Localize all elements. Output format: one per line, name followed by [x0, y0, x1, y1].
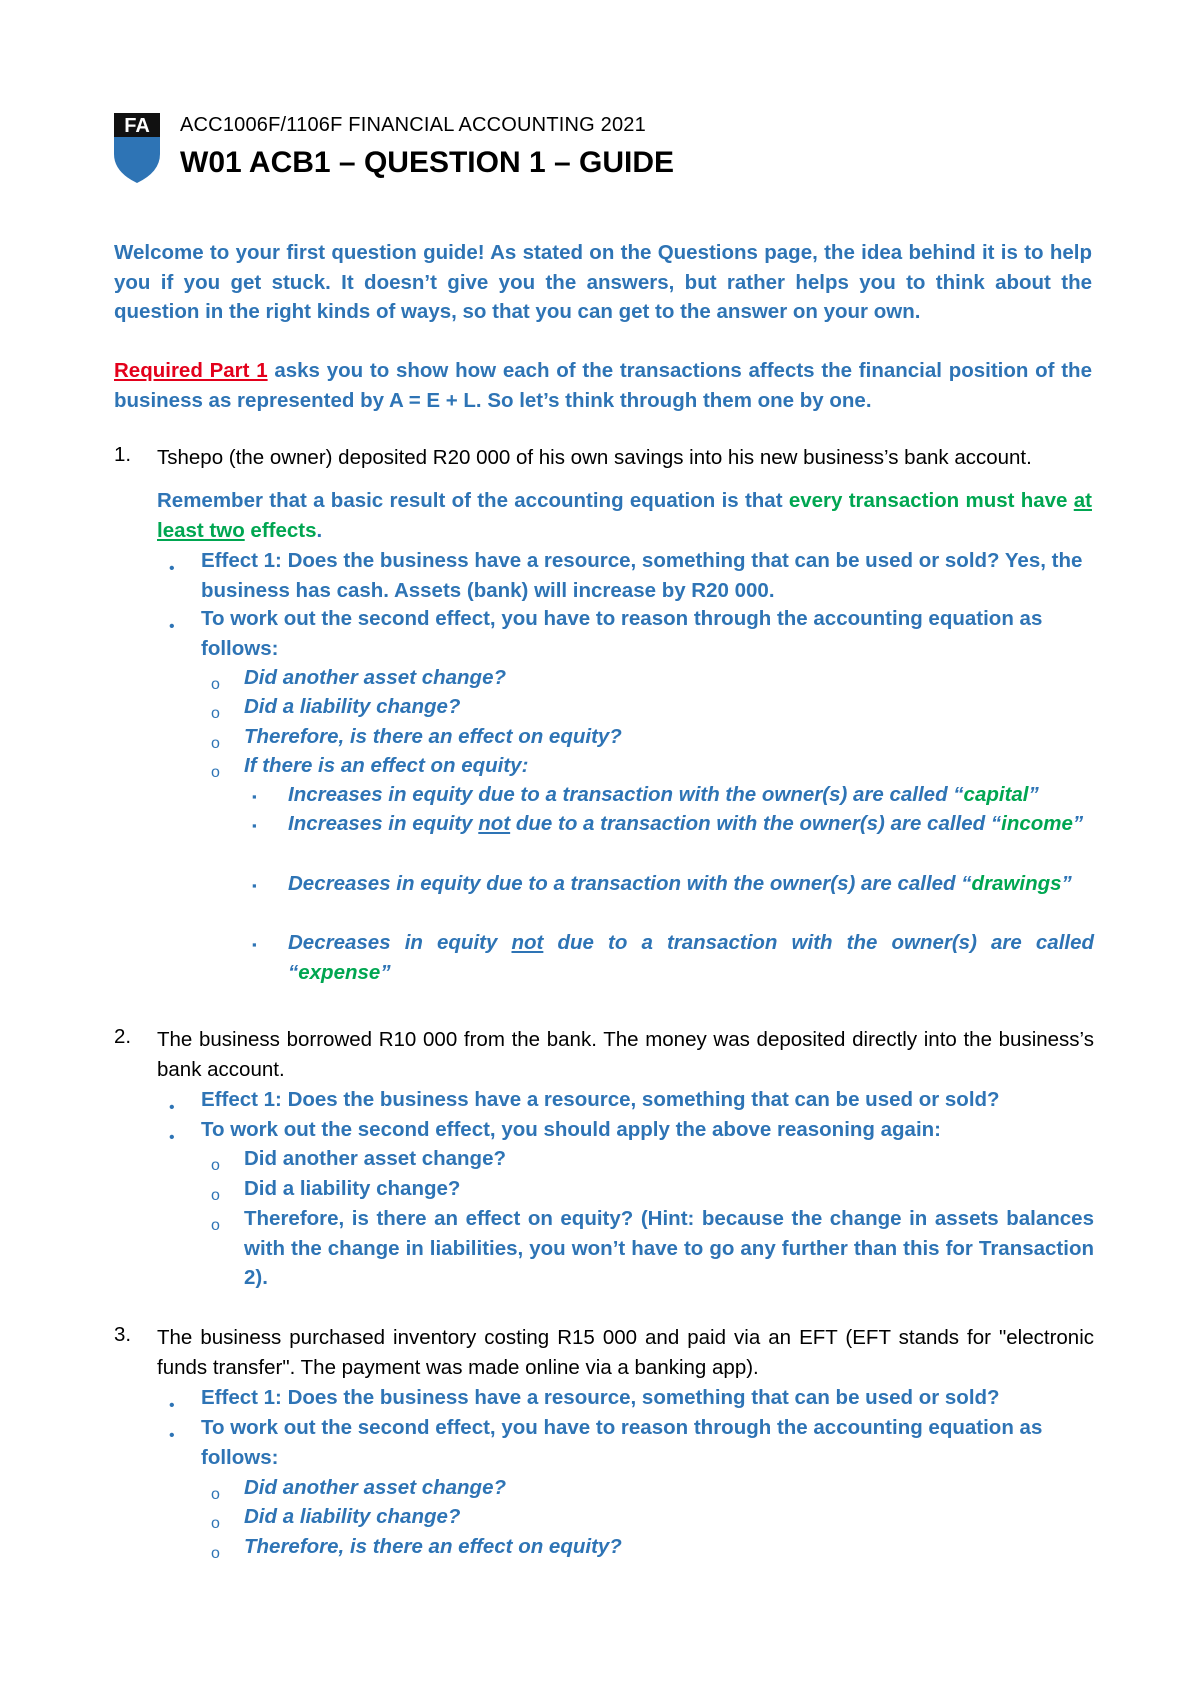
- q3-bullet-2: To work out the second effect, you have to reason through the accounting equation as follows:: [201, 1416, 1043, 1469]
- bullet-icon: •: [169, 1129, 175, 1146]
- circle-bullet-icon: o: [211, 764, 220, 781]
- q3-number: 3.: [114, 1323, 132, 1346]
- required-text: asks you to show how each of the transactions affects the financial position of the business as represented by A = E + L. So let’s think through them one by one.: [114, 359, 1092, 412]
- equity-rule-2: [288, 809, 1094, 839]
- required-label: Required Part 1: [114, 359, 268, 382]
- q3-sub-1: Did another asset change?: [244, 1476, 507, 1499]
- close-quote: ”: [1061, 872, 1072, 895]
- q3-sub-3: Therefore, is there an effect on equity?: [244, 1535, 622, 1558]
- remember-green: every transaction must have: [788, 489, 1074, 512]
- equity-rule-text: due to a transaction with the owner(s) are called “: [288, 931, 1095, 984]
- equity-rule-text: due to a transaction with the owner(s) are called “: [510, 812, 1002, 835]
- circle-bullet-icon: o: [211, 705, 220, 722]
- not-underlined: not: [478, 812, 511, 835]
- circle-bullet-icon: o: [211, 1545, 220, 1562]
- circle-bullet-icon: o: [211, 1515, 220, 1532]
- q2-bullet-1: Effect 1: Does the business have a resource, something that can be used or sold?: [201, 1088, 1000, 1111]
- q1-sub-4: If there is an effect on equity:: [244, 754, 529, 777]
- not-underlined: not: [511, 931, 544, 954]
- square-bullet-icon: ▪: [252, 878, 257, 893]
- page-title: W01 ACB1 – QUESTION 1 – GUIDE: [180, 146, 675, 179]
- circle-bullet-icon: o: [211, 1187, 220, 1204]
- equity-rule-text: Increases in equity due to a transaction with the owner(s) are called “: [288, 783, 964, 806]
- close-quote: ”: [380, 960, 391, 984]
- equity-rule-text: Decreases in equity: [288, 931, 512, 954]
- equity-rule-1: [288, 780, 1094, 810]
- bullet-icon: •: [169, 1397, 175, 1414]
- circle-bullet-icon: o: [211, 735, 220, 752]
- required-paragraph: [114, 356, 1092, 415]
- circle-bullet-icon: o: [211, 1157, 220, 1174]
- q1-sub-2: Did a liability change?: [244, 695, 461, 718]
- remember-green-end: effects: [244, 518, 317, 542]
- q2-sub-3: Therefore, is there an effect on equity? (Hint: because the change in assets balances with the change in liabilities, you won’t have to go any further than this for Transaction 2).: [244, 1207, 1094, 1289]
- close-quote: ”: [1072, 812, 1084, 835]
- equity-term-expense: expense: [298, 960, 381, 984]
- remember-text: Remember that a basic result of the accounting equation is that: [157, 489, 789, 512]
- intro-paragraph: Welcome to your first question guide! As stated on the Questions page, the idea behind it is to help you if you get stuck. It doesn’t give you the answers, but rather helps you to think about the question in the right kinds of ways, so that you can get to the answer on your own.: [114, 241, 1092, 323]
- equity-rule-text: Increases in equity: [288, 812, 479, 835]
- q1-bullet-2: To work out the second effect, you have to reason through the accounting equation as follows:: [201, 607, 1043, 660]
- circle-bullet-icon: o: [211, 1486, 220, 1503]
- logo-text: FA: [124, 115, 150, 137]
- circle-bullet-icon: o: [211, 676, 220, 693]
- q2-number: 2.: [114, 1025, 132, 1048]
- q2-sub-1: Did another asset change?: [244, 1147, 507, 1170]
- q1-remember: [157, 486, 1092, 545]
- square-bullet-icon: ▪: [252, 818, 257, 833]
- q1-number: 1.: [114, 443, 132, 466]
- bullet-icon: •: [169, 1099, 175, 1116]
- square-bullet-icon: ▪: [252, 789, 257, 804]
- q3-bullet-1: Effect 1: Does the business have a resource, something that can be used or sold?: [201, 1386, 1000, 1409]
- q2-text: The business borrowed R10 000 from the bank. The money was deposited directly into the business’s bank account.: [157, 1028, 1094, 1081]
- q2-bullet-2: To work out the second effect, you should apply the above reasoning again:: [201, 1118, 941, 1141]
- q2-sub-2: Did a liability change?: [244, 1177, 461, 1200]
- q1-sub-3: Therefore, is there an effect on equity?: [244, 725, 622, 748]
- remember-period: .: [316, 518, 323, 542]
- bullet-icon: •: [169, 618, 175, 635]
- q3-sub-2: Did a liability change?: [244, 1505, 461, 1528]
- square-bullet-icon: ▪: [252, 937, 257, 952]
- q1-sub-1: Did another asset change?: [244, 666, 507, 689]
- bullet-icon: •: [169, 1427, 175, 1444]
- equity-term-income: income: [1001, 812, 1073, 835]
- course-code: ACC1006F/1106F FINANCIAL ACCOUNTING 2021: [180, 114, 646, 136]
- equity-rule-3: [288, 869, 1094, 899]
- equity-rule-4: [288, 928, 1094, 987]
- circle-bullet-icon: o: [211, 1217, 220, 1234]
- q1-text: Tshepo (the owner) deposited R20 000 of his own savings into his new business’s bank account.: [157, 446, 1032, 469]
- q1-bullet-1: Effect 1: Does the business have a resource, something that can be used or sold? Yes, the business has cash. Assets (bank) will increase by R20 000.: [201, 549, 1083, 602]
- close-quote: ”: [1028, 783, 1039, 806]
- equity-rule-text: Decreases in equity due to a transaction with the owner(s) are called “: [288, 872, 972, 895]
- equity-term-capital: capital: [963, 783, 1029, 806]
- remember-underlined: at least two: [157, 489, 1092, 542]
- bullet-icon: •: [169, 560, 175, 577]
- fa-shield-logo: [113, 112, 161, 184]
- equity-term-drawings: drawings: [971, 872, 1062, 895]
- q3-text: The business purchased inventory costing R15 000 and paid via an EFT (EFT stands for "electronic funds transfer". The payment was made online via a banking app).: [157, 1326, 1094, 1379]
